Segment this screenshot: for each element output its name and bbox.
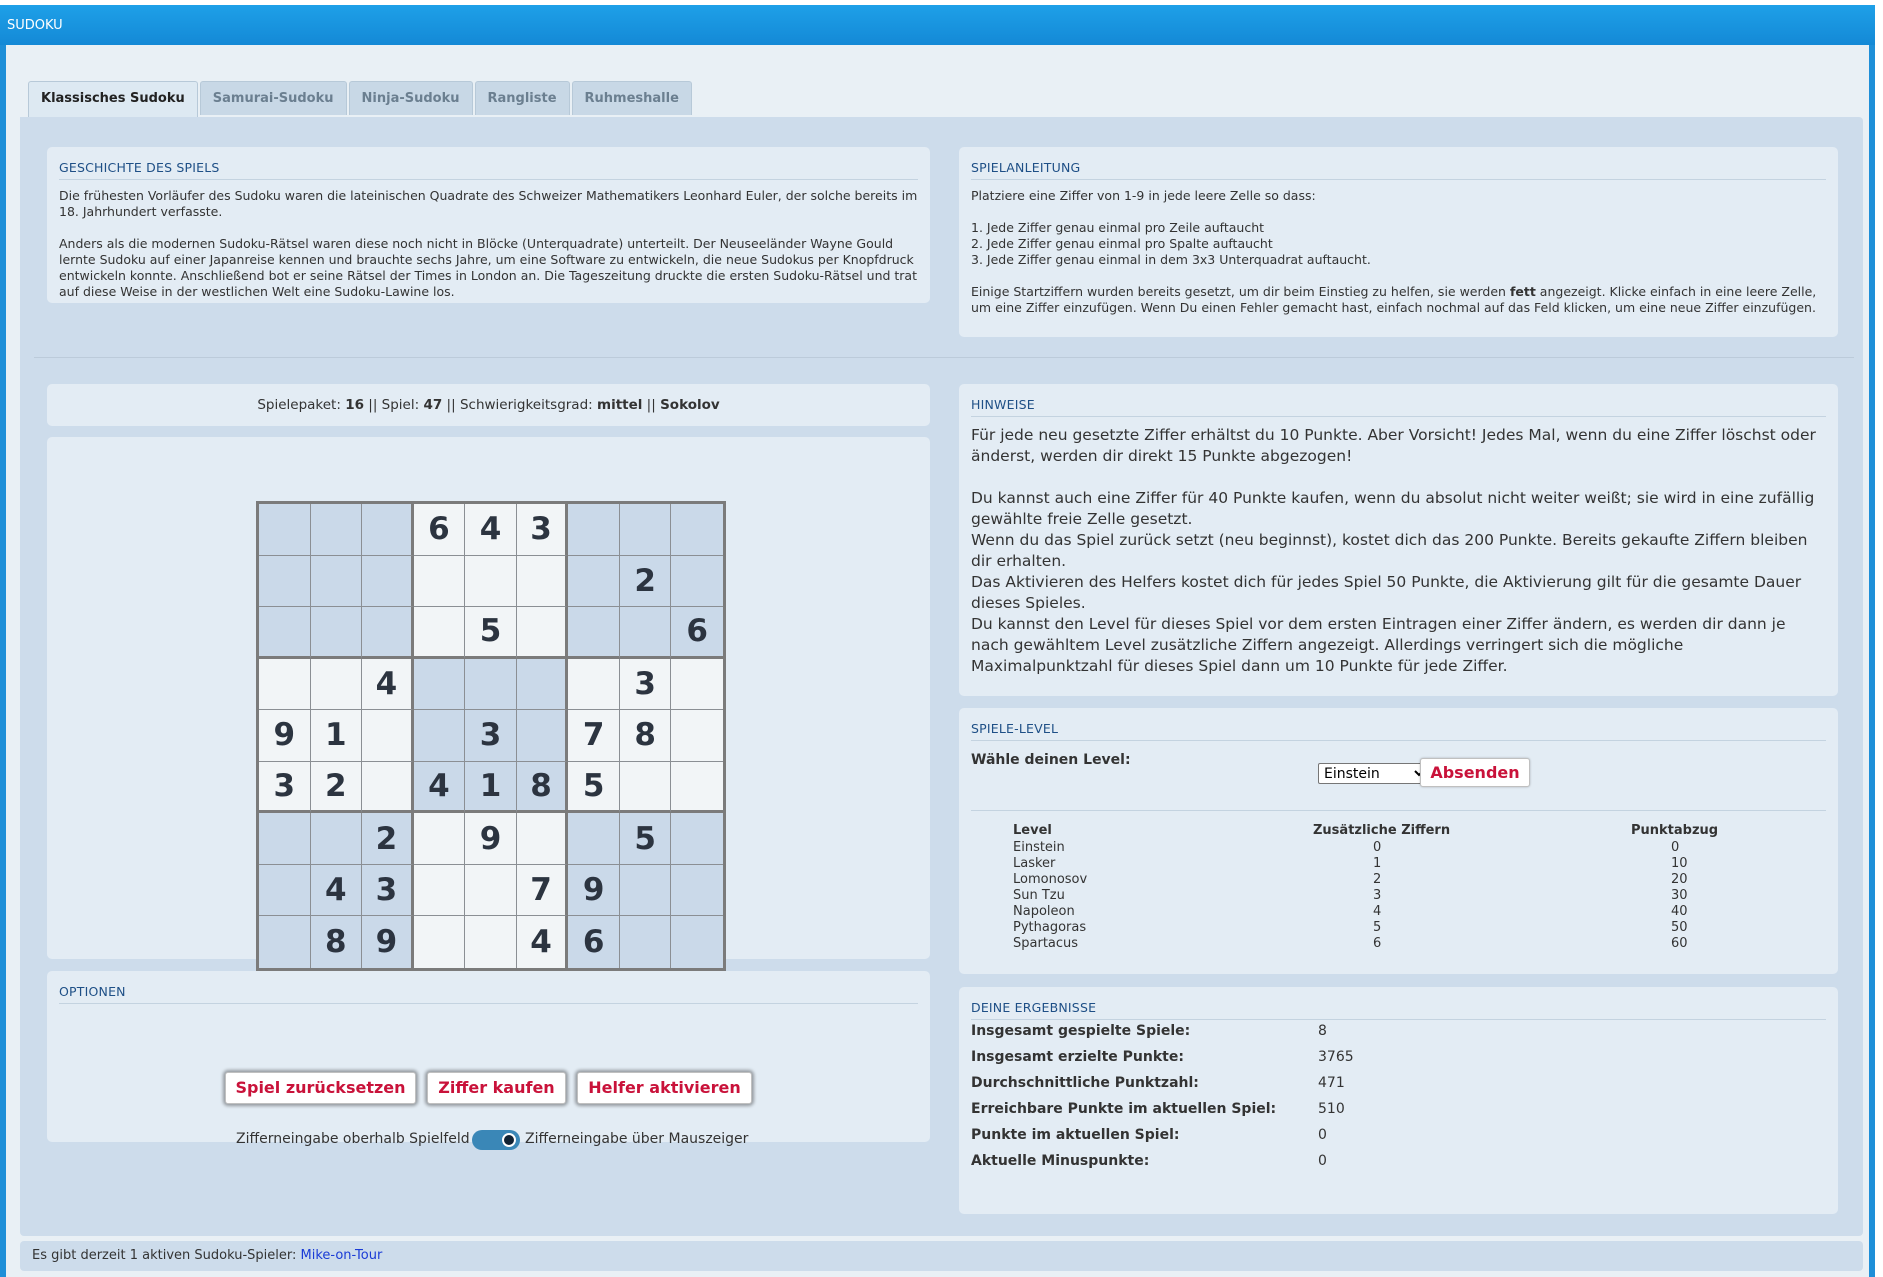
sudoku-cell[interactable]: 4 — [362, 659, 414, 711]
divider — [34, 357, 1854, 358]
sudoku-cell[interactable] — [568, 556, 620, 608]
sudoku-cell[interactable]: 4 — [465, 504, 517, 556]
result-label: Insgesamt gespielte Spiele: — [971, 1023, 1191, 1039]
sudoku-cell[interactable]: 7 — [517, 865, 569, 917]
toggle-knob — [502, 1133, 516, 1147]
sudoku-cell[interactable] — [465, 556, 517, 608]
sudoku-cell[interactable] — [414, 916, 466, 968]
hints-box — [959, 384, 1838, 696]
active-player-link[interactable]: Mike-on-Tour — [300, 1248, 383, 1263]
tab-classic-sudoku[interactable]: Klassisches Sudoku — [28, 81, 198, 117]
level-penalty: 50 — [1671, 919, 1688, 935]
rule-2: 2. Jede Ziffer genau einmal pro Spalte auftaucht — [971, 236, 1273, 251]
sudoku-cell[interactable] — [517, 607, 569, 659]
sudoku-cell[interactable]: 1 — [311, 710, 363, 762]
options-title: OPTIONEN — [59, 971, 918, 1004]
level-name: Napoleon — [1013, 903, 1075, 919]
level-name: Lomonosov — [1013, 871, 1088, 887]
sudoku-cell[interactable] — [620, 607, 672, 659]
level-table: Level Zusätzliche Ziffern Punktabzug Einstein 0 0 Lasker 1 10 Lomonosov 2 20 Sun Tzu 3 30 Napoleon 4 40 Pythagoras 5 50 Spartacus 6 60 — [1013, 822, 1769, 951]
sudoku-cell[interactable] — [362, 504, 414, 556]
level-extra-digits: 1 — [1373, 855, 1382, 871]
sudoku-cell[interactable]: 3 — [465, 710, 517, 762]
level-row — [1013, 903, 1769, 919]
sudoku-cell[interactable] — [414, 813, 466, 865]
sudoku-cell[interactable] — [414, 556, 466, 608]
level-select[interactable] — [1318, 763, 1428, 784]
submit-level-button[interactable]: Absenden — [1420, 758, 1530, 787]
sudoku-cell[interactable] — [465, 865, 517, 917]
sudoku-cell[interactable]: 5 — [620, 813, 672, 865]
sudoku-cell[interactable]: 4 — [517, 916, 569, 968]
result-value: 510 — [1318, 1101, 1345, 1117]
sudoku-cell[interactable]: 7 — [568, 710, 620, 762]
level-penalty: 20 — [1671, 871, 1688, 887]
rule-1: 1. Jede Ziffer genau einmal pro Zeile auftaucht — [971, 220, 1265, 235]
level-extra-digits: 5 — [1373, 919, 1382, 935]
sudoku-cell[interactable] — [671, 916, 723, 968]
input-mode-left-label: Zifferneingabe oberhalb Spielfeld — [236, 1131, 470, 1147]
level-title: SPIELE-LEVEL — [971, 708, 1826, 741]
sudoku-cell[interactable] — [568, 504, 620, 556]
result-value: 0 — [1318, 1127, 1327, 1143]
level-name: Pythagoras — [1013, 919, 1087, 935]
level-choose-label: Wähle deinen Level: — [971, 752, 1131, 768]
sudoku-cell[interactable]: 3 — [362, 865, 414, 917]
level-penalty: 0 — [1671, 839, 1680, 855]
sudoku-cell[interactable] — [414, 659, 466, 711]
sudoku-cell[interactable] — [671, 762, 723, 814]
level-extra-digits: 4 — [1373, 903, 1382, 919]
level-penalty: 40 — [1671, 903, 1688, 919]
sudoku-cell[interactable] — [517, 556, 569, 608]
sudoku-cell[interactable] — [414, 607, 466, 659]
sudoku-cell[interactable] — [311, 556, 363, 608]
sudoku-cell[interactable]: 9 — [465, 813, 517, 865]
sudoku-cell[interactable]: 9 — [259, 710, 311, 762]
sudoku-cell[interactable] — [671, 504, 723, 556]
level-name: Sun Tzu — [1013, 887, 1065, 903]
tab-ninja-sudoku[interactable]: Ninja-Sudoku — [349, 81, 473, 115]
hint-3: Wenn du das Spiel zurück setzt (neu beginnst), kostet dich das 200 Punkte. Bereits gekaufte Ziffern bleiben dir erhalten. — [971, 531, 1808, 570]
sudoku-cell[interactable]: 9 — [568, 865, 620, 917]
sudoku-cell[interactable]: 9 — [362, 916, 414, 968]
pack-number: 16 — [345, 397, 364, 413]
hint-1: Für jede neu gesetzte Ziffer erhältst du 10 Punkte. Aber Vorsicht! Jedes Mal, wenn du eine Ziffer löschst oder änderst, werden dir direkt 15 Punkte abgezogen! — [971, 426, 1816, 465]
level-name: Spartacus — [1013, 935, 1079, 951]
level-row — [1013, 935, 1769, 951]
level-extra-digits: 3 — [1373, 887, 1382, 903]
sudoku-cell[interactable] — [671, 710, 723, 762]
sudoku-cell[interactable]: 6 — [414, 504, 466, 556]
sudoku-cell[interactable] — [311, 659, 363, 711]
input-mode-toggle[interactable] — [472, 1130, 520, 1150]
sudoku-cell[interactable]: 6 — [671, 607, 723, 659]
activate-helper-button[interactable]: Helfer aktivieren — [577, 1072, 752, 1104]
sudoku-cell[interactable] — [620, 916, 672, 968]
sudoku-cell[interactable] — [671, 556, 723, 608]
level-row — [1013, 887, 1769, 903]
level-extra-digits: 6 — [1373, 935, 1382, 951]
puzzle-author: Sokolov — [660, 397, 720, 413]
result-value: 3765 — [1318, 1049, 1354, 1065]
footer-bar — [20, 1241, 1863, 1271]
result-label: Aktuelle Minuspunkte: — [971, 1153, 1150, 1169]
sudoku-cell[interactable]: 4 — [414, 762, 466, 814]
sudoku-cell[interactable] — [568, 813, 620, 865]
sudoku-cell[interactable]: 2 — [311, 762, 363, 814]
sudoku-cell[interactable] — [568, 659, 620, 711]
sudoku-cell[interactable]: 8 — [620, 710, 672, 762]
sudoku-cell[interactable]: 3 — [620, 659, 672, 711]
hint-2: Du kannst auch eine Ziffer für 40 Punkte kaufen, wenn du absolut nicht weiter weißt; sie wird in eine zufällig gewählte freie Zelle gesetzt. — [971, 489, 1815, 528]
sudoku-cell[interactable] — [671, 659, 723, 711]
main-panel — [20, 117, 1863, 1236]
rule-3: 3. Jede Ziffer genau einmal in dem 3x3 Unterquadrat auftaucht. — [971, 252, 1371, 267]
result-value: 471 — [1318, 1075, 1345, 1091]
sudoku-cell[interactable]: 5 — [465, 607, 517, 659]
history-box — [47, 147, 930, 303]
level-penalty: 60 — [1671, 935, 1688, 951]
sudoku-cell[interactable] — [517, 813, 569, 865]
result-value: 8 — [1318, 1023, 1327, 1039]
rules-outro: Einige Startziffern wurden bereits gesetzt, um dir beim Einstieg zu helfen, sie werden fett angezeigt. Klicke einfach in eine leere Zelle, um eine Ziffer einzufügen. Wenn Du einen Fehler gemacht hast, einfach nochmal auf das Feld klicken, um eine neue Ziffer einzufügen. — [971, 284, 1817, 315]
game-info-box: Spielepaket: 16 || Spiel: 47 || Schwierigkeitsgrad: mittel || Sokolov — [47, 384, 930, 426]
buy-digit-button[interactable]: Ziffer kaufen — [427, 1072, 566, 1104]
sudoku-cell[interactable] — [259, 556, 311, 608]
sudoku-cell[interactable]: 2 — [620, 556, 672, 608]
history-paragraph-1: Die frühesten Vorläufer des Sudoku waren die lateinischen Quadrate des Schweizer Mathematikers Leonhard Euler, der solche bereits im 18. Jahrhundert verfasste. — [59, 188, 918, 219]
sudoku-cell[interactable] — [259, 813, 311, 865]
reset-game-button[interactable]: Spiel zurücksetzen — [225, 1072, 416, 1104]
level-row — [1013, 839, 1769, 855]
sudoku-cell[interactable] — [259, 504, 311, 556]
sudoku-cell[interactable] — [362, 710, 414, 762]
rules-intro: Platziere eine Ziffer von 1-9 in jede leere Zelle so dass: — [971, 188, 1316, 203]
sudoku-cell[interactable] — [259, 659, 311, 711]
sudoku-cell[interactable]: 4 — [311, 865, 363, 917]
content-area — [6, 45, 1869, 1277]
sudoku-cell[interactable] — [465, 916, 517, 968]
level-extra-digits: 0 — [1373, 839, 1382, 855]
rules-title: SPIELANLEITUNG — [971, 147, 1826, 180]
results-box — [959, 987, 1838, 1214]
sudoku-cell[interactable] — [620, 762, 672, 814]
tab-ranking[interactable]: Rangliste — [475, 81, 570, 115]
sudoku-cell[interactable]: 3 — [517, 504, 569, 556]
hint-4: Das Aktivieren des Helfers kostet dich für jedes Spiel 50 Punkte, die Aktivierung gilt für die gesamte Dauer dieses Spieles. — [971, 573, 1802, 612]
input-mode-right-label: Zifferneingabe über Mauszeiger — [525, 1131, 749, 1147]
sudoku-cell[interactable] — [517, 710, 569, 762]
level-name: Einstein — [1013, 839, 1065, 855]
sudoku-cell[interactable] — [362, 762, 414, 814]
result-label: Insgesamt erzielte Punkte: — [971, 1049, 1184, 1065]
rules-box — [959, 147, 1838, 337]
history-paragraph-2: Anders als die modernen Sudoku-Rätsel waren diese noch nicht in Blöcke (Unterquadrate) unterteilt. Der Neuseeländer Wayne Gould lernte Sudoku auf einer Japanreise kennen und brauchte sechs Jahre, um eine Software zu entwickeln, die neue Sudokus per Knopfdruck entwickeln konnte. Anschließend bot er seine Rätsel der Times in London an. Die Tageszeitung druckte die ersten Sudoku-Rätsel und trat auf diese Weise in der westlichen Welt eine Sudoku-Lawine los. — [59, 236, 917, 299]
game-number: 47 — [423, 397, 443, 413]
sudoku-cell[interactable] — [362, 607, 414, 659]
level-extra-digits: 2 — [1373, 871, 1382, 887]
difficulty: mittel — [597, 397, 643, 413]
sudoku-cell[interactable] — [362, 556, 414, 608]
tab-bar — [28, 81, 692, 117]
sudoku-cell[interactable] — [414, 865, 466, 917]
hints-title: HINWEISE — [971, 384, 1826, 417]
sudoku-cell[interactable] — [259, 865, 311, 917]
level-box — [959, 708, 1838, 974]
result-value: 0 — [1318, 1153, 1327, 1169]
sudoku-cell[interactable] — [311, 813, 363, 865]
level-penalty: 30 — [1671, 887, 1688, 903]
tab-samurai-sudoku[interactable]: Samurai-Sudoku — [200, 81, 347, 115]
level-row — [1013, 919, 1769, 935]
footer-text: Es gibt derzeit 1 aktiven Sudoku-Spieler: — [32, 1248, 301, 1263]
result-label: Erreichbare Punkte im aktuellen Spiel: — [971, 1101, 1277, 1117]
app-window — [0, 5, 1875, 1277]
sudoku-cell[interactable] — [465, 659, 517, 711]
sudoku-cell[interactable]: 8 — [517, 762, 569, 814]
sudoku-cell[interactable]: 1 — [465, 762, 517, 814]
sudoku-cell[interactable] — [620, 865, 672, 917]
window-title: SUDOKU — [0, 5, 1875, 45]
sudoku-cell[interactable] — [568, 607, 620, 659]
tab-hall-of-fame[interactable]: Ruhmeshalle — [572, 81, 692, 115]
level-name: Lasker — [1013, 855, 1056, 871]
sudoku-cell[interactable] — [259, 916, 311, 968]
sudoku-cell[interactable] — [620, 504, 672, 556]
level-row — [1013, 855, 1769, 871]
hint-5: Du kannst den Level für dieses Spiel vor dem ersten Eintragen einer Ziffer ändern, es werden dir dann je nach gewähltem Level zusätzliche Ziffern angezeigt. Allerdings verringert sich die mögliche Maximalpunktzahl für dieses Spiel dann um 10 Punkte für jede Ziffer. — [971, 615, 1786, 675]
options-box — [47, 971, 930, 1142]
level-row — [1013, 871, 1769, 887]
level-penalty: 10 — [1671, 855, 1688, 871]
sudoku-cell[interactable] — [311, 504, 363, 556]
sudoku-cell[interactable] — [414, 710, 466, 762]
sudoku-cell[interactable]: 2 — [362, 813, 414, 865]
history-title: GESCHICHTE DES SPIELS — [59, 147, 918, 180]
level-divider — [971, 810, 1826, 811]
results-title: DEINE ERGEBNISSE — [971, 987, 1826, 1020]
sudoku-cell[interactable] — [517, 659, 569, 711]
sudoku-cell[interactable] — [671, 865, 723, 917]
sudoku-cell[interactable]: 6 — [568, 916, 620, 968]
result-label: Punkte im aktuellen Spiel: — [971, 1127, 1180, 1143]
sudoku-grid — [256, 501, 726, 971]
sudoku-cell[interactable]: 8 — [311, 916, 363, 968]
sudoku-cell[interactable]: 3 — [259, 762, 311, 814]
sudoku-cell[interactable] — [259, 607, 311, 659]
sudoku-cell[interactable] — [311, 607, 363, 659]
result-label: Durchschnittliche Punktzahl: — [971, 1075, 1199, 1091]
sudoku-cell[interactable]: 5 — [568, 762, 620, 814]
sudoku-cell[interactable] — [671, 813, 723, 865]
